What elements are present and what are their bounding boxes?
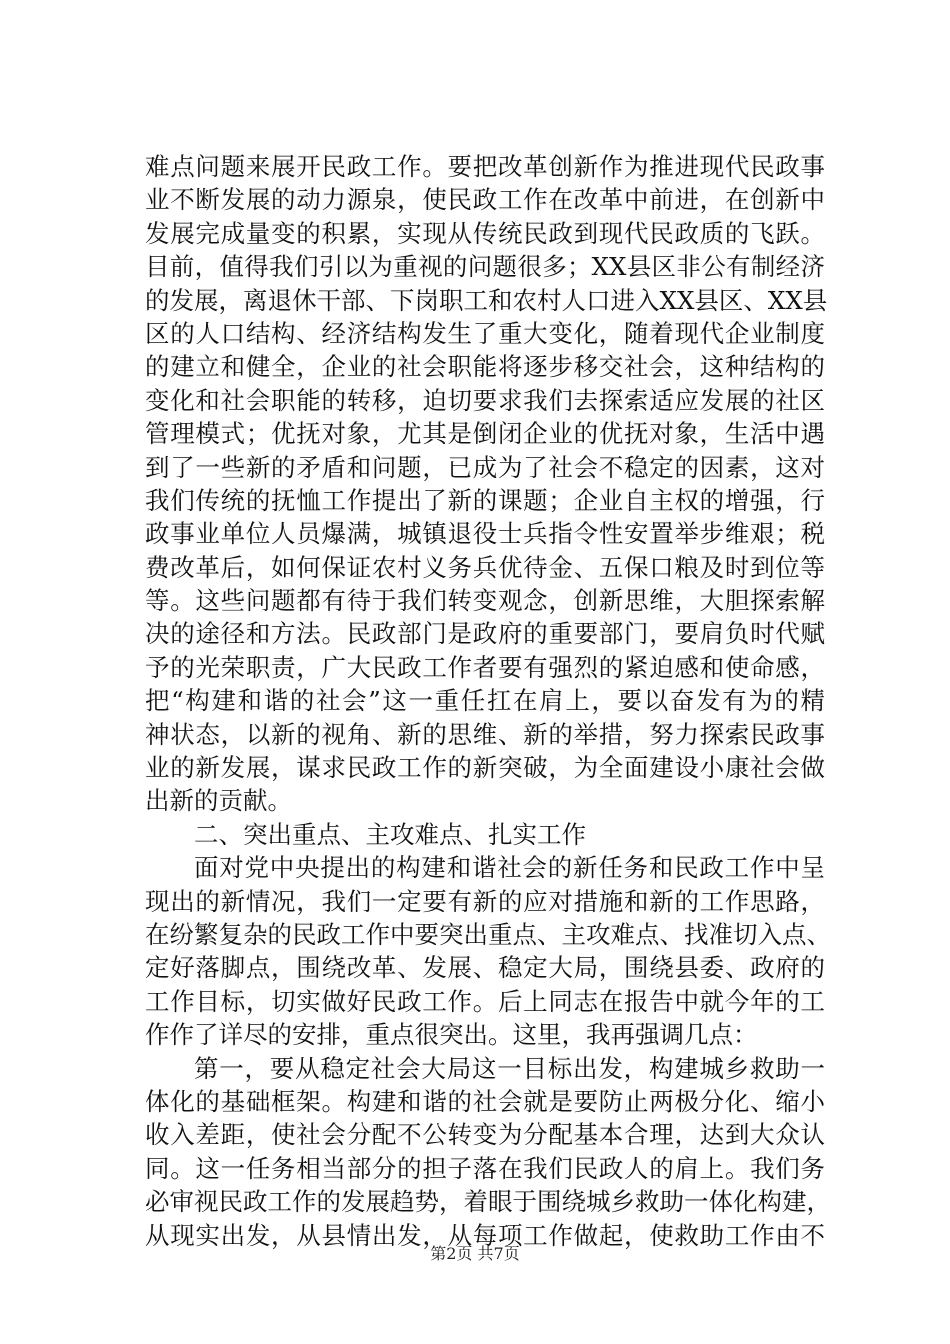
text-line: 面对党中央提出的构建和谐社会的新任务和民政工作中呈 [194,853,825,883]
text-line: 体化的基础框架。构建和谐的社会就是要防止两极分化、缩小 [145,1086,825,1116]
text-line: 神状态，以新的视角、新的思维、新的举措，努力探索民政事 [145,719,825,749]
text-line: 的建立和健全，企业的社会职能将逐步移交社会，这种结构的 [145,352,825,382]
text-line: 的发展，离退休干部、下岗职工和农村人口进入XX县区、XX县 [145,285,828,315]
text-line: 同。这一任务相当部分的担子落在我们民政人的肩上。我们务 [145,1153,825,1183]
text-line: 区的人口结构、经济结构发生了重大变化，随着现代企业制度 [145,318,825,348]
text-line: 必审视民政工作的发展趋势，着眼于围绕城乡救助一体化构建， [145,1187,831,1217]
body-text [145,150,831,1252]
text-line: 收入差距，使社会分配不公转变为分配基本合理，达到大众认 [145,1120,825,1150]
text-line: 目前，值得我们引以为重视的问题很多；XX县区非公有制经济 [145,252,825,282]
text-line: 政事业单位人员爆满，城镇退役士兵指令性安置举步维艰；税 [145,519,825,549]
text-line: 到了一些新的矛盾和问题，已成为了社会不稳定的因素，这对 [145,452,825,482]
text-line: 变化和社会职能的转移，迫切要求我们去探索适应发展的社区 [145,385,825,415]
text-line: 出新的贡献。 [145,786,292,816]
text-line: 第一，要从稳定社会大局这一目标出发，构建城乡救助一 [194,1053,825,1083]
text-line: 等。这些问题都有待于我们转变观念，创新思维，大胆探索解 [145,586,825,616]
page-number: 第2页 共7页 [430,1244,520,1263]
page-footer [0,1244,950,1264]
text-line: 作作了详尽的安排，重点很突出。这里，我再强调几点： [145,1020,758,1050]
text-line: 予的光荣职责，广大民政工作者要有强烈的紧迫感和使命感， [145,652,825,682]
text-line: 从现实出发，从县情出发，从每项工作做起，使救助工作由不 [145,1220,825,1250]
text-line: 定好落脚点，围绕改革、发展、稳定大局，围绕县委、政府的 [145,953,825,983]
text-line: 费改革后，如何保证农村义务兵优待金、五保口粮及时到位等 [145,552,825,582]
text-line: 工作目标，切实做好民政工作。后上同志在报告中就今年的工 [145,986,825,1016]
text-line: 难点问题来展开民政工作。要把改革创新作为推进现代民政事 [145,152,825,181]
text-line: 发展完成量变的积累，实现从传统民政到现代民政质的飞跃。 [145,218,825,248]
text-line: 在纷繁复杂的民政工作中要突出重点、主攻难点、找准切入点、 [145,919,831,949]
text-line: 管理模式；优抚对象，尤其是倒闭企业的优抚对象，生活中遇 [145,419,825,449]
section-heading: 二、突出重点、主攻难点、扎实工作 [194,819,586,849]
text-line: 业的新发展，谋求民政工作的新突破，为全面建设小康社会做 [145,753,825,783]
text-line: 我们传统的抚恤工作提出了新的课题；企业自主权的增强，行 [145,485,825,515]
text-line: 把“构建和谐的社会”这一重任扛在肩上，要以奋发有为的精 [145,686,825,716]
text-line: 决的途径和方法。民政部门是政府的重要部门，要肩负时代赋 [145,619,825,649]
text-line: 现出的新情况，我们一定要有新的应对措施和新的工作思路， [145,886,825,916]
text-line: 业不断发展的动力源泉，使民政工作在改革中前进，在创新中 [145,185,825,215]
